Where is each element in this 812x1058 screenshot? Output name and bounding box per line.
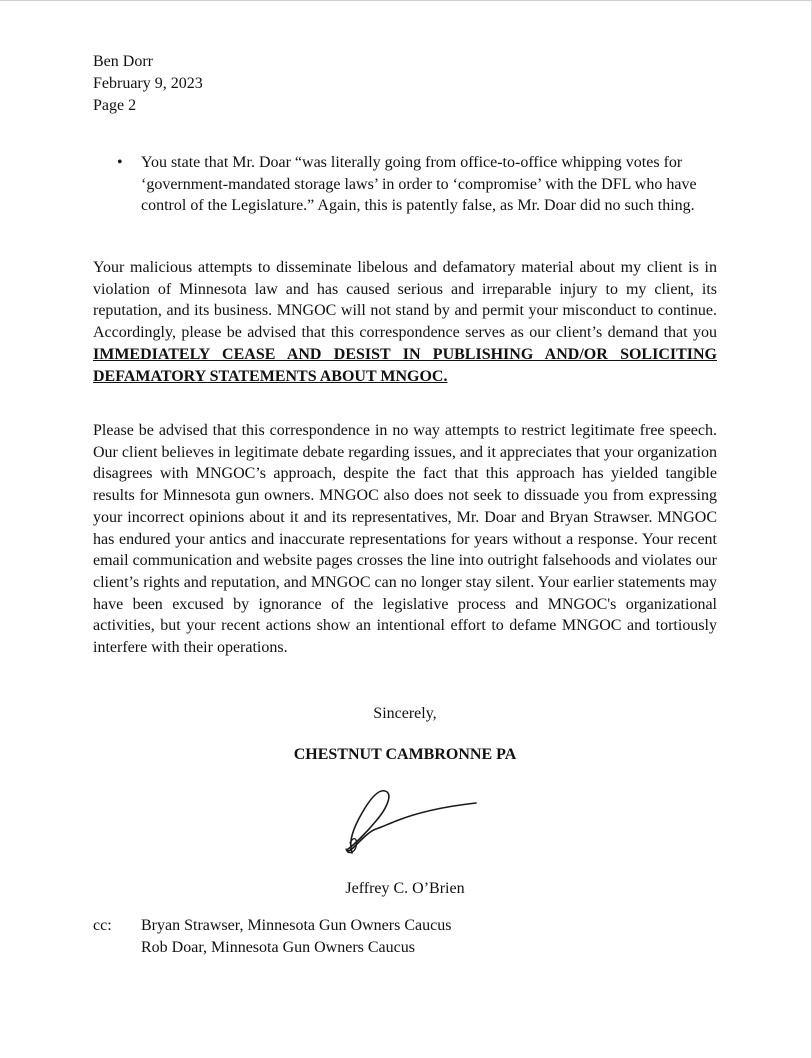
cc-recipient-list [141,915,701,959]
cc-label: cc: [93,917,112,934]
firm-name: CHESTNUT CAMBRONNE PA [293,746,517,763]
cc-recipient: Bryan Strawser, Minnesota Gun Owners Caucus [141,917,452,934]
recipient-name: Ben Dorr [93,53,153,70]
bullet-text: You state that Mr. Doar “was literally going from office-to-office whipping votes for ‘government-mandated storage laws’ in order to ‘compromise’ with the DFL who have control of the Legislature.” Again, this is patently false, as Mr. Doar did no such thing. [141,154,697,215]
page-number: Page 2 [93,97,137,114]
paragraph-cease-and-desist [93,257,717,387]
cc-recipient: Rob Doar, Minnesota Gun Owners Caucus [141,939,415,956]
closing-salutation: Sincerely, [373,705,437,722]
bullet-list [93,152,718,217]
paragraph-body: Your malicious attempts to disseminate libelous and defamatory material about my client is in violation of Minnesota law and has caused serious and irreparable injury to my client, its reputation, and its business. MNGOC will not stand by and permit your misconduct to continue. Accordingly, please be advised that this correspondence serves as our client’s demand that you [93,259,717,342]
letter-header [93,51,203,117]
bullet-icon: • [117,154,123,171]
letter-date: February 9, 2023 [93,75,203,92]
paragraph-free-speech: Please be advised that this correspondence in no way attempts to restrict legitimate free speech. Our client believes in legitimate debate regarding issues, and it appreciates that your organization disagrees with MNGOC’s approach, despite the fact that this approach has yielded tangible results for Minnesota gun owners. MNGOC also does not seek to dissuade you from expressing your incorrect opinions about it and its representatives, Mr. Doar and Bryan Strawser. MNGOC has endured your antics and inaccurate representations for years without a response. Your recent email communication and website pages crosses the line into outright falsehoods and violates our client’s rights and reputation, and MNGOC can no longer stay silent. Your earlier statements may have been excused by ignorance of the legislative process and MNGOC's organizational activities, but your recent actions show an intentional effort to defame MNGOC and tortiously interfere with their operations. [93,422,717,657]
bullet-item [93,152,718,217]
demand-statement: IMMEDIATELY CEASE AND DESIST IN PUBLISHING AND/OR SOLICITING DEFAMATORY STATEMENTS ABOUT MNGOC. [93,345,717,385]
signature-image [330,783,480,858]
signer-name: Jeffrey C. O’Brien [345,880,465,897]
